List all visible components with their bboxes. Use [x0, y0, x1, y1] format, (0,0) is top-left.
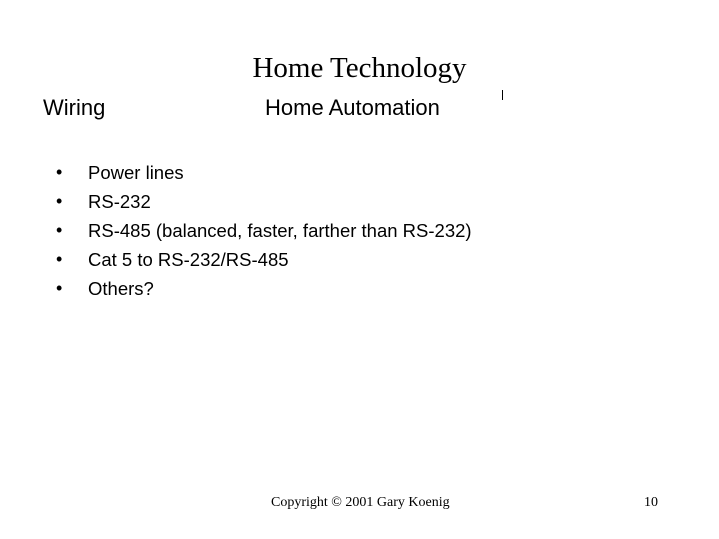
text-cursor-mark: [502, 90, 503, 100]
slide-title: Home Technology: [252, 52, 467, 84]
bullet-text: RS-485 (balanced, faster, farther than RS-232): [88, 220, 472, 241]
bullet-icon: •: [56, 278, 63, 298]
bullet-icon: •: [56, 162, 63, 182]
section-heading-home-automation: Home Automation: [265, 95, 440, 120]
bullet-text: Cat 5 to RS-232/RS-485: [88, 249, 289, 270]
page-number: 10: [644, 495, 658, 510]
copyright-footer: Copyright © 2001 Gary Koenig: [271, 495, 450, 510]
section-heading-wiring: Wiring: [43, 95, 106, 120]
bullet-icon: •: [56, 249, 63, 269]
bullet-icon: •: [56, 220, 63, 240]
bullet-text: Others?: [88, 278, 154, 299]
bullet-icon: •: [56, 191, 63, 211]
bullet-text: RS-232: [88, 191, 151, 212]
bullet-text: Power lines: [88, 162, 184, 183]
